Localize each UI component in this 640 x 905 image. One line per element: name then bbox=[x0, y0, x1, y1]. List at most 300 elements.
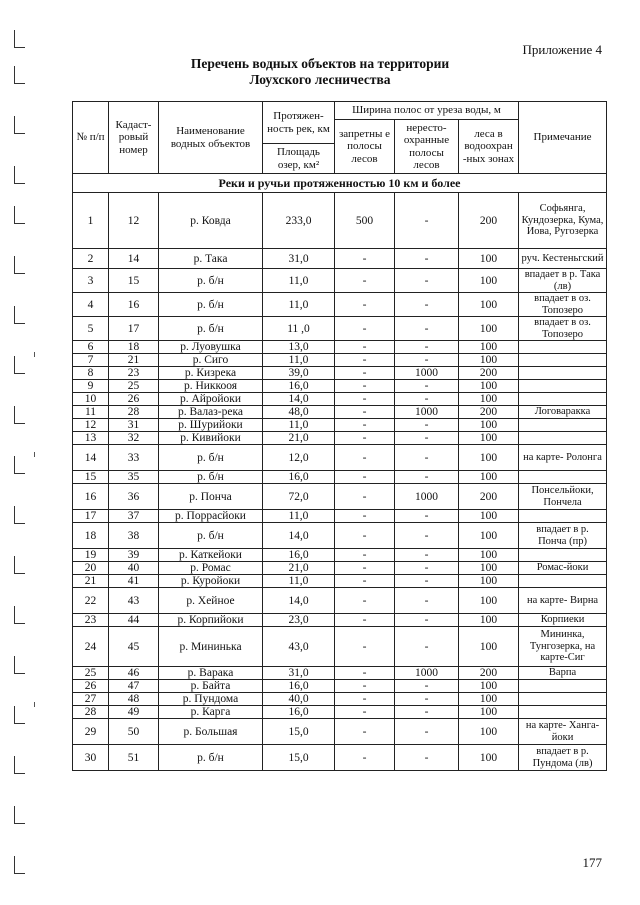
binding-mark bbox=[14, 656, 25, 674]
binding-mark bbox=[14, 30, 25, 48]
length-km-cell: 14,0 bbox=[263, 393, 335, 406]
note-cell bbox=[519, 354, 607, 367]
row-number-cell: 9 bbox=[73, 380, 109, 393]
note-cell: на карте- Вирна bbox=[519, 588, 607, 614]
length-km-cell: 14,0 bbox=[263, 523, 335, 549]
water-protection-zone-cell: 100 bbox=[459, 471, 519, 484]
forbidden-strip-cell: - bbox=[335, 627, 395, 667]
water-protection-zone-cell: 200 bbox=[459, 367, 519, 380]
water-body-name-cell: р. б/н bbox=[159, 745, 263, 771]
note-cell bbox=[519, 510, 607, 523]
table-row bbox=[73, 614, 607, 627]
header-num: № п/п bbox=[73, 102, 109, 174]
spawning-strip-cell: - bbox=[395, 510, 459, 523]
water-body-name-cell: р. Ковда bbox=[159, 193, 263, 249]
forbidden-strip-cell: - bbox=[335, 575, 395, 588]
page-number: 177 bbox=[582, 855, 602, 870]
row-number-cell: 18 bbox=[73, 523, 109, 549]
cadastral-number-cell: 33 bbox=[109, 445, 159, 471]
note-cell: Корпиеки bbox=[519, 614, 607, 627]
binding-dot bbox=[34, 352, 35, 357]
cadastral-number-cell: 40 bbox=[109, 562, 159, 575]
water-body-name-cell: р. Ромас bbox=[159, 562, 263, 575]
cadastral-number-cell: 38 bbox=[109, 523, 159, 549]
forbidden-strip-cell: - bbox=[335, 614, 395, 627]
row-number-cell: 26 bbox=[73, 680, 109, 693]
spawning-strip-cell: 1000 bbox=[395, 667, 459, 680]
table-row bbox=[73, 419, 607, 432]
cadastral-number-cell: 14 bbox=[109, 249, 159, 269]
binding-mark bbox=[14, 406, 25, 424]
forbidden-strip-cell: - bbox=[335, 484, 395, 510]
length-km-cell: 21,0 bbox=[263, 432, 335, 445]
note-cell: впадает в р. Така (лв) bbox=[519, 269, 607, 293]
table-row bbox=[73, 341, 607, 354]
spawning-strip-cell: - bbox=[395, 693, 459, 706]
water-body-name-cell: р. Кизрека bbox=[159, 367, 263, 380]
table-row bbox=[73, 706, 607, 719]
table-row bbox=[73, 484, 607, 510]
binding-mark bbox=[14, 856, 25, 874]
row-number-cell: 28 bbox=[73, 706, 109, 719]
table-row bbox=[73, 317, 607, 341]
binding-mark bbox=[14, 706, 25, 724]
water-body-name-cell: р. Каткейоки bbox=[159, 549, 263, 562]
spawning-strip-cell: - bbox=[395, 269, 459, 293]
water-protection-zone-cell: 100 bbox=[459, 510, 519, 523]
length-km-cell: 16,0 bbox=[263, 471, 335, 484]
length-km-cell: 11,0 bbox=[263, 269, 335, 293]
row-number-cell: 21 bbox=[73, 575, 109, 588]
table-row bbox=[73, 693, 607, 706]
water-protection-zone-cell: 100 bbox=[459, 706, 519, 719]
forbidden-strip-cell: - bbox=[335, 510, 395, 523]
forbidden-strip-cell: - bbox=[335, 706, 395, 719]
spawning-strip-cell: - bbox=[395, 293, 459, 317]
length-km-cell: 11 ,0 bbox=[263, 317, 335, 341]
spawning-strip-cell: - bbox=[395, 614, 459, 627]
cadastral-number-cell: 39 bbox=[109, 549, 159, 562]
water-protection-zone-cell: 100 bbox=[459, 680, 519, 693]
cadastral-number-cell: 23 bbox=[109, 367, 159, 380]
water-protection-zone-cell: 200 bbox=[459, 193, 519, 249]
water-protection-zone-cell: 100 bbox=[459, 393, 519, 406]
forbidden-strip-cell: - bbox=[335, 393, 395, 406]
cadastral-number-cell: 37 bbox=[109, 510, 159, 523]
water-protection-zone-cell: 100 bbox=[459, 432, 519, 445]
water-body-name-cell: р. Куройоки bbox=[159, 575, 263, 588]
table-row bbox=[73, 393, 607, 406]
water-body-name-cell: р. Валаз-река bbox=[159, 406, 263, 419]
water-body-name-cell: р. б/н bbox=[159, 293, 263, 317]
note-cell bbox=[519, 471, 607, 484]
water-protection-zone-cell: 100 bbox=[459, 693, 519, 706]
length-km-cell: 13,0 bbox=[263, 341, 335, 354]
forbidden-strip-cell: - bbox=[335, 317, 395, 341]
title-line-1: Перечень водных объектов на территории bbox=[190, 56, 450, 71]
water-protection-zone-cell: 100 bbox=[459, 588, 519, 614]
spawning-strip-cell: - bbox=[395, 341, 459, 354]
water-protection-zone-cell: 100 bbox=[459, 627, 519, 667]
spawning-strip-cell: 1000 bbox=[395, 484, 459, 510]
length-km-cell: 23,0 bbox=[263, 614, 335, 627]
cadastral-number-cell: 16 bbox=[109, 293, 159, 317]
spawning-strip-cell: - bbox=[395, 380, 459, 393]
binding-mark bbox=[14, 256, 25, 274]
note-cell bbox=[519, 432, 607, 445]
table-row bbox=[73, 510, 607, 523]
row-number-cell: 14 bbox=[73, 445, 109, 471]
note-cell: руч. Кестеньгский bbox=[519, 249, 607, 269]
forbidden-strip-cell: - bbox=[335, 693, 395, 706]
spawning-strip-cell: - bbox=[395, 419, 459, 432]
length-km-cell: 233,0 bbox=[263, 193, 335, 249]
spawning-strip-cell: - bbox=[395, 562, 459, 575]
length-km-cell: 31,0 bbox=[263, 667, 335, 680]
note-cell bbox=[519, 341, 607, 354]
row-number-cell: 6 bbox=[73, 341, 109, 354]
row-number-cell: 4 bbox=[73, 293, 109, 317]
header-name: Наименование водных объектов bbox=[159, 102, 263, 174]
note-cell bbox=[519, 393, 607, 406]
binding-mark bbox=[14, 506, 25, 524]
cadastral-number-cell: 50 bbox=[109, 719, 159, 745]
forbidden-strip-cell: - bbox=[335, 419, 395, 432]
length-km-cell: 31,0 bbox=[263, 249, 335, 269]
cadastral-number-cell: 17 bbox=[109, 317, 159, 341]
document-title bbox=[0, 56, 640, 88]
water-body-name-cell: р. Кивийоки bbox=[159, 432, 263, 445]
cadastral-number-cell: 41 bbox=[109, 575, 159, 588]
water-body-name-cell: р. Шурийоки bbox=[159, 419, 263, 432]
spawning-strip-cell: - bbox=[395, 393, 459, 406]
row-number-cell: 16 bbox=[73, 484, 109, 510]
table-row bbox=[73, 680, 607, 693]
spawning-strip-cell: - bbox=[395, 745, 459, 771]
cadastral-number-cell: 49 bbox=[109, 706, 159, 719]
water-protection-zone-cell: 100 bbox=[459, 445, 519, 471]
length-km-cell: 72,0 bbox=[263, 484, 335, 510]
cadastral-number-cell: 12 bbox=[109, 193, 159, 249]
cadastral-number-cell: 18 bbox=[109, 341, 159, 354]
header-water-protection: леса в водоохран -ных зонах bbox=[459, 120, 519, 174]
header-length: Протяжен-ность рек, км bbox=[263, 102, 335, 144]
water-protection-zone-cell: 100 bbox=[459, 719, 519, 745]
water-body-name-cell: р. б/н bbox=[159, 269, 263, 293]
cadastral-number-cell: 46 bbox=[109, 667, 159, 680]
cadastral-number-cell: 43 bbox=[109, 588, 159, 614]
row-number-cell: 22 bbox=[73, 588, 109, 614]
cadastral-number-cell: 51 bbox=[109, 745, 159, 771]
water-protection-zone-cell: 100 bbox=[459, 419, 519, 432]
length-km-cell: 14,0 bbox=[263, 588, 335, 614]
cadastral-number-cell: 35 bbox=[109, 471, 159, 484]
row-number-cell: 17 bbox=[73, 510, 109, 523]
forbidden-strip-cell: - bbox=[335, 445, 395, 471]
table-row bbox=[73, 745, 607, 771]
header-cadastral: Кадаст-ровый номер bbox=[109, 102, 159, 174]
water-protection-zone-cell: 100 bbox=[459, 549, 519, 562]
forbidden-strip-cell: - bbox=[335, 269, 395, 293]
water-protection-zone-cell: 100 bbox=[459, 269, 519, 293]
water-protection-zone-cell: 100 bbox=[459, 614, 519, 627]
binding-mark bbox=[14, 206, 25, 224]
header-width-group: Ширина полос от уреза воды, м bbox=[335, 102, 519, 120]
row-number-cell: 24 bbox=[73, 627, 109, 667]
binding-mark bbox=[14, 456, 25, 474]
table-row bbox=[73, 667, 607, 680]
forbidden-strip-cell: - bbox=[335, 471, 395, 484]
length-km-cell: 16,0 bbox=[263, 706, 335, 719]
note-cell bbox=[519, 419, 607, 432]
water-body-name-cell: р. Поррасйоки bbox=[159, 510, 263, 523]
length-km-cell: 12,0 bbox=[263, 445, 335, 471]
row-number-cell: 5 bbox=[73, 317, 109, 341]
row-number-cell: 20 bbox=[73, 562, 109, 575]
note-cell bbox=[519, 680, 607, 693]
table-row bbox=[73, 523, 607, 549]
water-body-name-cell: р. б/н bbox=[159, 445, 263, 471]
row-number-cell: 15 bbox=[73, 471, 109, 484]
water-body-name-cell: р. Байта bbox=[159, 680, 263, 693]
water-body-name-cell: р. Мининька bbox=[159, 627, 263, 667]
table-row bbox=[73, 367, 607, 380]
water-body-name-cell: р. Понча bbox=[159, 484, 263, 510]
forbidden-strip-cell: - bbox=[335, 523, 395, 549]
spawning-strip-cell: - bbox=[395, 549, 459, 562]
row-number-cell: 25 bbox=[73, 667, 109, 680]
length-km-cell: 39,0 bbox=[263, 367, 335, 380]
length-km-cell: 11,0 bbox=[263, 293, 335, 317]
table-row bbox=[73, 406, 607, 419]
forbidden-strip-cell: - bbox=[335, 667, 395, 680]
spawning-strip-cell: 1000 bbox=[395, 406, 459, 419]
water-body-name-cell: р. Пундома bbox=[159, 693, 263, 706]
table-row bbox=[73, 249, 607, 269]
table-row bbox=[73, 575, 607, 588]
note-cell bbox=[519, 693, 607, 706]
forbidden-strip-cell: - bbox=[335, 680, 395, 693]
water-protection-zone-cell: 100 bbox=[459, 341, 519, 354]
note-cell: Варпа bbox=[519, 667, 607, 680]
note-cell: впадает в р. Понча (пр) bbox=[519, 523, 607, 549]
water-body-name-cell: р. Карга bbox=[159, 706, 263, 719]
table-row bbox=[73, 719, 607, 745]
binding-mark bbox=[14, 756, 25, 774]
section-title: Реки и ручьи протяженностью 10 км и более bbox=[73, 174, 607, 193]
water-body-name-cell: р. б/н bbox=[159, 317, 263, 341]
cadastral-number-cell: 45 bbox=[109, 627, 159, 667]
appendix-label: Приложение 4 bbox=[522, 42, 602, 57]
length-km-cell: 16,0 bbox=[263, 549, 335, 562]
water-protection-zone-cell: 200 bbox=[459, 484, 519, 510]
row-number-cell: 30 bbox=[73, 745, 109, 771]
header-area: Площадь озер, км² bbox=[263, 144, 335, 174]
forbidden-strip-cell: - bbox=[335, 293, 395, 317]
length-km-cell: 16,0 bbox=[263, 380, 335, 393]
spawning-strip-cell: - bbox=[395, 317, 459, 341]
spawning-strip-cell: - bbox=[395, 471, 459, 484]
cadastral-number-cell: 26 bbox=[109, 393, 159, 406]
row-number-cell: 19 bbox=[73, 549, 109, 562]
water-protection-zone-cell: 100 bbox=[459, 523, 519, 549]
note-cell bbox=[519, 367, 607, 380]
binding-mark bbox=[14, 356, 25, 374]
forbidden-strip-cell: - bbox=[335, 719, 395, 745]
water-protection-zone-cell: 100 bbox=[459, 745, 519, 771]
spawning-strip-cell: - bbox=[395, 445, 459, 471]
cadastral-number-cell: 32 bbox=[109, 432, 159, 445]
spawning-strip-cell: - bbox=[395, 719, 459, 745]
cadastral-number-cell: 36 bbox=[109, 484, 159, 510]
table-row bbox=[73, 380, 607, 393]
binding-mark bbox=[14, 306, 25, 324]
row-number-cell: 7 bbox=[73, 354, 109, 367]
row-number-cell: 11 bbox=[73, 406, 109, 419]
forbidden-strip-cell: - bbox=[335, 562, 395, 575]
table-row bbox=[73, 293, 607, 317]
note-cell: впадает в оз. Топозеро bbox=[519, 293, 607, 317]
water-body-name-cell: р. Айройоки bbox=[159, 393, 263, 406]
length-km-cell: 11,0 bbox=[263, 354, 335, 367]
cadastral-number-cell: 28 bbox=[109, 406, 159, 419]
forbidden-strip-cell: - bbox=[335, 406, 395, 419]
binding-mark bbox=[14, 116, 25, 134]
table-row bbox=[73, 432, 607, 445]
row-number-cell: 8 bbox=[73, 367, 109, 380]
note-cell bbox=[519, 575, 607, 588]
row-number-cell: 2 bbox=[73, 249, 109, 269]
row-number-cell: 27 bbox=[73, 693, 109, 706]
table-row bbox=[73, 471, 607, 484]
water-protection-zone-cell: 100 bbox=[459, 317, 519, 341]
water-body-name-cell: р. б/н bbox=[159, 471, 263, 484]
spawning-strip-cell: - bbox=[395, 680, 459, 693]
binding-mark bbox=[14, 166, 25, 184]
forbidden-strip-cell: - bbox=[335, 354, 395, 367]
note-cell bbox=[519, 380, 607, 393]
spawning-strip-cell: 1000 bbox=[395, 367, 459, 380]
binding-mark bbox=[14, 606, 25, 624]
cadastral-number-cell: 48 bbox=[109, 693, 159, 706]
binding-mark bbox=[14, 806, 25, 824]
forbidden-strip-cell: 500 bbox=[335, 193, 395, 249]
cadastral-number-cell: 44 bbox=[109, 614, 159, 627]
cadastral-number-cell: 21 bbox=[109, 354, 159, 367]
length-km-cell: 15,0 bbox=[263, 719, 335, 745]
spawning-strip-cell: - bbox=[395, 575, 459, 588]
row-number-cell: 23 bbox=[73, 614, 109, 627]
cadastral-number-cell: 47 bbox=[109, 680, 159, 693]
water-body-name-cell: р. Никкооя bbox=[159, 380, 263, 393]
note-cell: впадает в оз. Топозеро bbox=[519, 317, 607, 341]
table-row bbox=[73, 588, 607, 614]
water-body-name-cell: р. Хейное bbox=[159, 588, 263, 614]
spawning-strip-cell: - bbox=[395, 588, 459, 614]
note-cell: на карте- Ханга-йоки bbox=[519, 719, 607, 745]
note-cell: Ромас-йоки bbox=[519, 562, 607, 575]
forbidden-strip-cell: - bbox=[335, 367, 395, 380]
note-cell: Мининка, Тунгозерка, на карте-Сиг bbox=[519, 627, 607, 667]
length-km-cell: 40,0 bbox=[263, 693, 335, 706]
length-km-cell: 11,0 bbox=[263, 575, 335, 588]
title-line-2: Лоухского лесничества bbox=[249, 72, 391, 87]
length-km-cell: 11,0 bbox=[263, 510, 335, 523]
header-note: Примечание bbox=[519, 102, 607, 174]
water-body-name-cell: р. Большая bbox=[159, 719, 263, 745]
water-body-name-cell: р. Така bbox=[159, 249, 263, 269]
spawning-strip-cell: - bbox=[395, 627, 459, 667]
water-body-name-cell: р. Сиго bbox=[159, 354, 263, 367]
table-row bbox=[73, 354, 607, 367]
water-protection-zone-cell: 100 bbox=[459, 562, 519, 575]
forbidden-strip-cell: - bbox=[335, 588, 395, 614]
forbidden-strip-cell: - bbox=[335, 432, 395, 445]
cadastral-number-cell: 31 bbox=[109, 419, 159, 432]
water-protection-zone-cell: 100 bbox=[459, 249, 519, 269]
forbidden-strip-cell: - bbox=[335, 341, 395, 354]
row-number-cell: 3 bbox=[73, 269, 109, 293]
note-cell bbox=[519, 549, 607, 562]
table-row bbox=[73, 562, 607, 575]
header-spawning: нересто-охранные полосы лесов bbox=[395, 120, 459, 174]
header-forbidden: запретны е полосы лесов bbox=[335, 120, 395, 174]
binding-dot bbox=[34, 702, 35, 707]
length-km-cell: 16,0 bbox=[263, 680, 335, 693]
table-row bbox=[73, 627, 607, 667]
forbidden-strip-cell: - bbox=[335, 549, 395, 562]
length-km-cell: 21,0 bbox=[263, 562, 335, 575]
length-km-cell: 15,0 bbox=[263, 745, 335, 771]
length-km-cell: 43,0 bbox=[263, 627, 335, 667]
water-body-name-cell: р. Корпийоки bbox=[159, 614, 263, 627]
water-bodies-table bbox=[72, 101, 607, 771]
length-km-cell: 11,0 bbox=[263, 419, 335, 432]
table-row bbox=[73, 193, 607, 249]
cadastral-number-cell: 25 bbox=[109, 380, 159, 393]
table-row bbox=[73, 549, 607, 562]
spawning-strip-cell: - bbox=[395, 432, 459, 445]
row-number-cell: 29 bbox=[73, 719, 109, 745]
spawning-strip-cell: - bbox=[395, 354, 459, 367]
row-number-cell: 1 bbox=[73, 193, 109, 249]
note-cell: впадает в р. Пундома (лв) bbox=[519, 745, 607, 771]
row-number-cell: 12 bbox=[73, 419, 109, 432]
water-protection-zone-cell: 100 bbox=[459, 380, 519, 393]
water-protection-zone-cell: 100 bbox=[459, 293, 519, 317]
spawning-strip-cell: - bbox=[395, 523, 459, 549]
water-body-name-cell: р. б/н bbox=[159, 523, 263, 549]
water-protection-zone-cell: 200 bbox=[459, 667, 519, 680]
table-row bbox=[73, 269, 607, 293]
forbidden-strip-cell: - bbox=[335, 745, 395, 771]
water-protection-zone-cell: 100 bbox=[459, 354, 519, 367]
note-cell: Софьянга, Кундозерка, Кума, Иова, Ругозерка bbox=[519, 193, 607, 249]
forbidden-strip-cell: - bbox=[335, 380, 395, 393]
note-cell: Логоваракка bbox=[519, 406, 607, 419]
row-number-cell: 13 bbox=[73, 432, 109, 445]
binding-dot bbox=[34, 452, 35, 457]
water-body-name-cell: р. Варака bbox=[159, 667, 263, 680]
note-cell: Понсельйоки, Пончела bbox=[519, 484, 607, 510]
note-cell bbox=[519, 706, 607, 719]
forbidden-strip-cell: - bbox=[335, 249, 395, 269]
binding-mark bbox=[14, 556, 25, 574]
length-km-cell: 48,0 bbox=[263, 406, 335, 419]
cadastral-number-cell: 15 bbox=[109, 269, 159, 293]
spawning-strip-cell: - bbox=[395, 193, 459, 249]
note-cell: на карте- Ролонга bbox=[519, 445, 607, 471]
